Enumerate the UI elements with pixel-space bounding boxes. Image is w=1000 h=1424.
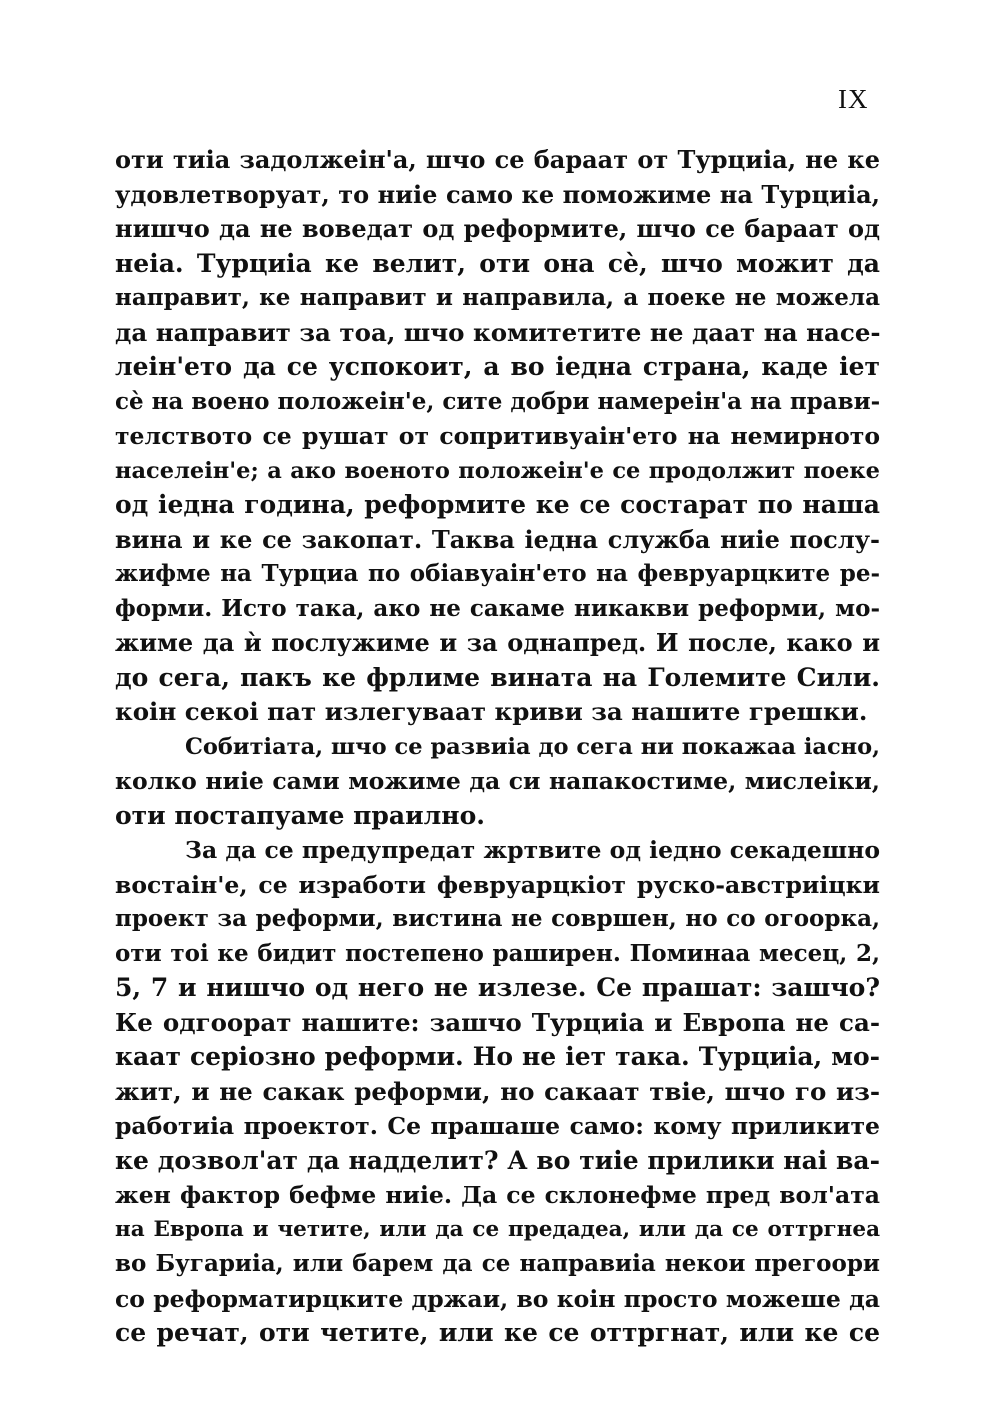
text-line: оти постапуаме праилно. xyxy=(115,800,485,830)
text-line: леін'ето да се успокоит, а во іедна страна, каде іет xyxy=(115,352,880,381)
text-line: работиіа проектот. Се прашаше само: кому приликите xyxy=(115,1112,880,1140)
text-line: колко ниіе сами можиме да си напакостиме, мислеіки, xyxy=(115,767,880,795)
text-line: жиме да ѝ послужиме и за однапред. И после, како и xyxy=(115,628,880,657)
text-line: каат серіозно реформи. Но не іет така. Турциіа, мо- xyxy=(115,1042,880,1071)
text-line: жифме на Турциа по обіавуаін'ето на февруарцките ре- xyxy=(115,560,880,587)
text-line: ке дозвол'ат да надделит? А во тиіе прилики наі ва- xyxy=(115,1145,880,1175)
text-line: коін секоі пат излегуваат криви за нашите грешки. xyxy=(115,697,868,726)
text-line: 5, 7 и нишчо од него не излезе. Се прашат: зашчо? xyxy=(115,973,880,1002)
text-line: сѐ на воено положеін'е, сите добри намереін'а на прави- xyxy=(115,387,881,415)
text-line: Собитіата, шчо се развиіа до сега ни покажаа іасно, xyxy=(185,733,880,760)
text-line: За да се предупредат жртвите од іедно секадешно xyxy=(185,836,880,864)
text-line: населеін'е; а ако военото положеін'е се продолжит поеке xyxy=(115,457,880,484)
text-line: вина и ке се закопат. Таква іедна служба ниіе послу- xyxy=(115,524,880,554)
text-line: до сега, пакъ ке фрлиме вината на Големите Сили. xyxy=(115,662,880,692)
text-line: се речат, оти четите, или ке се оттргнат, или ке се xyxy=(115,1318,880,1347)
text-line: на Европа и четите, или да се предадеа, или да се оттргнеа xyxy=(115,1216,880,1242)
page-number: IX xyxy=(838,84,869,114)
text-line: форми. Исто така, ако не сакаме никакви реформи, мо- xyxy=(115,594,880,622)
text-line: жен фактор бефме ниіе. Да се склонефме пред вол'ата xyxy=(115,1181,880,1209)
text-line: од іедна година, реформите ке се состарат по наша xyxy=(115,490,880,519)
text-line: неіа. Турциіа ке велит, оти она сѐ, шчо можит да xyxy=(115,248,880,278)
text-line: да направит за тоа, шчо комитетите не даат на насе- xyxy=(115,317,881,347)
text-line: со реформатирцките држаи, во коін просто можеше да xyxy=(115,1284,880,1313)
text-line: жит, и не сакак реформи, но сакаат твіе, шчо го из- xyxy=(115,1076,880,1106)
body-text xyxy=(115,143,880,1351)
text-line: нишчо да не воведат од реформите, шчо се бараат од xyxy=(115,214,880,243)
text-line: оти тоі ке бидит постепено раширен. Поминаа месец, 2, xyxy=(115,939,880,967)
text-line: телството се рушат от сопритивуаін'ето на немирното xyxy=(115,422,880,450)
text-line: оти тиіа задолжеін'а, шчо се бараат от Турциіа, не ке xyxy=(115,145,880,174)
text-line: удовлетворуат, то ниіе само ке поможиме на Турциіа, xyxy=(115,179,880,209)
text-line: Ке одгоорат нашите: зашчо Турциіа и Европа не са- xyxy=(115,1007,880,1037)
text-line: во Бугариіа, или барем да се направиіа некои прегоори xyxy=(115,1250,880,1277)
text-line: проект за реформи, вистина не совршен, но со огоорка, xyxy=(115,905,880,932)
text-line: востаін'е, се изработи февруарцкіот руско-австриіцки xyxy=(115,870,880,899)
text-line: направит, ке направит и направила, а поеке не можела xyxy=(115,284,880,311)
